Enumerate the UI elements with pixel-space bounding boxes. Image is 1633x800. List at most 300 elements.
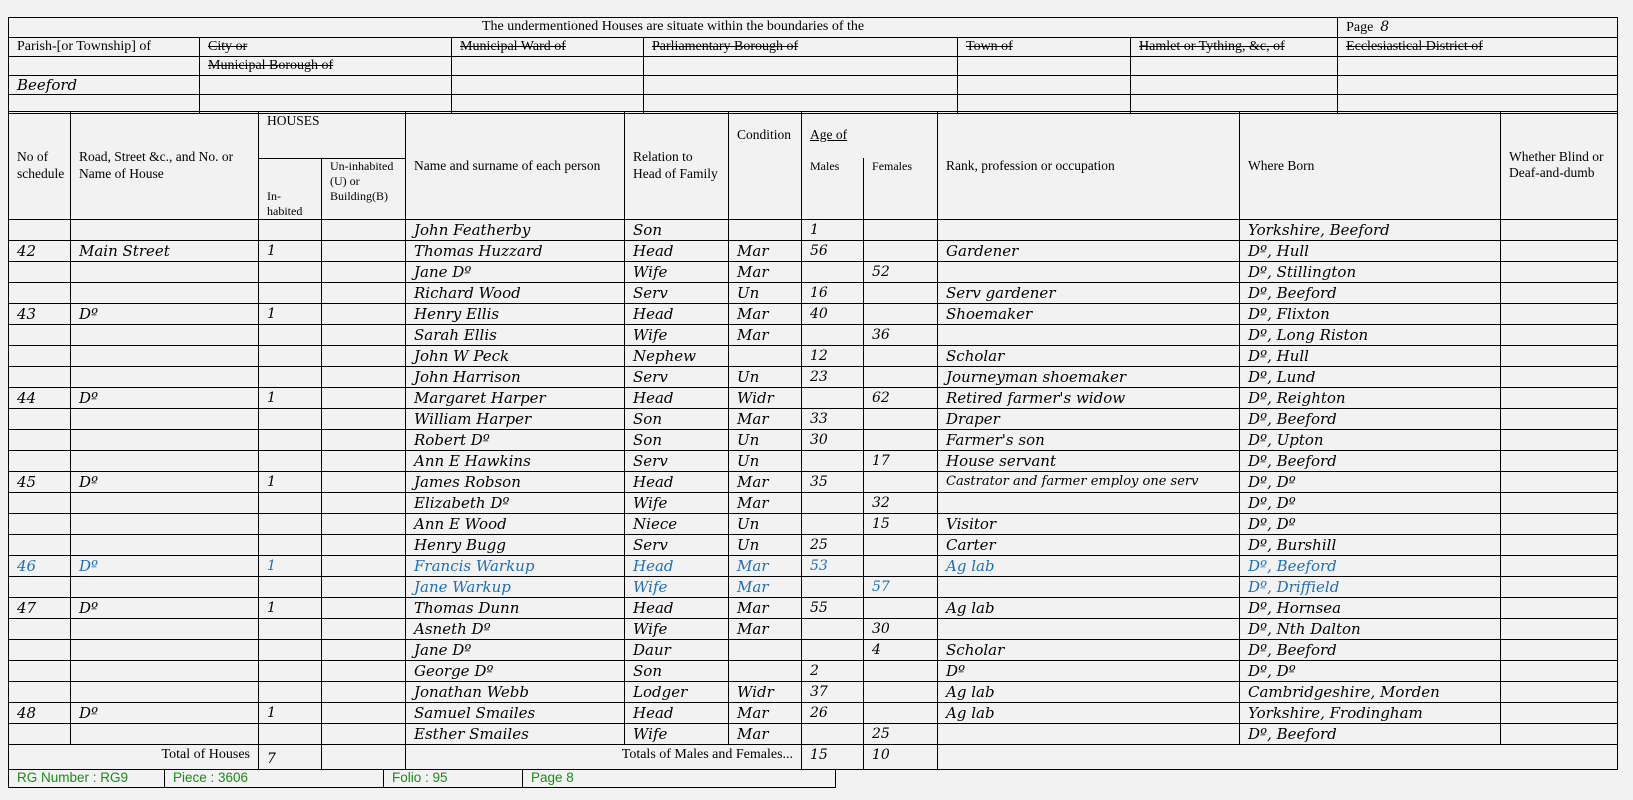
totals-row	[9, 744, 1618, 769]
parish-value: Beeford	[9, 76, 200, 95]
row-occupation: Ag lab	[938, 681, 1240, 702]
row-uninhabited	[322, 492, 406, 513]
row-inhabited: 1	[259, 471, 322, 492]
row-blind	[1501, 366, 1618, 387]
table-row	[9, 492, 1618, 513]
table-row	[9, 387, 1618, 408]
row-schedule	[9, 660, 71, 681]
row-schedule: 44	[9, 387, 71, 408]
municipal-borough-label: Municipal Borough of	[200, 57, 452, 76]
row-males	[802, 450, 864, 471]
table-row	[9, 366, 1618, 387]
row-where-born: Dº, Beeford	[1240, 723, 1501, 744]
row-females	[864, 681, 938, 702]
row-road	[71, 282, 259, 303]
row-road	[71, 345, 259, 366]
row-where-born: Dº, Beeford	[1240, 408, 1501, 429]
row-name: Francis Warkup	[406, 555, 625, 576]
row-inhabited	[259, 366, 322, 387]
row-males	[802, 387, 864, 408]
row-road	[71, 513, 259, 534]
row-inhabited	[259, 534, 322, 555]
hamlet-label: Hamlet or Tything, &c, of	[1131, 38, 1338, 57]
footer-page: Page 8	[531, 770, 574, 785]
row-road	[71, 681, 259, 702]
row-blind	[1501, 219, 1618, 240]
row-where-born: Dº, Stillington	[1240, 261, 1501, 282]
row-where-born: Dº, Reighton	[1240, 387, 1501, 408]
row-blind	[1501, 387, 1618, 408]
table-row	[9, 408, 1618, 429]
row-males: 30	[802, 429, 864, 450]
row-inhabited	[259, 513, 322, 534]
row-inhabited: 1	[259, 555, 322, 576]
table-row	[9, 303, 1618, 324]
row-uninhabited	[322, 240, 406, 261]
row-uninhabited	[322, 282, 406, 303]
row-name: Jonathan Webb	[406, 681, 625, 702]
age-of-label: Age of	[810, 127, 848, 142]
row-where-born: Dº, Beeford	[1240, 450, 1501, 471]
row-males: 35	[802, 471, 864, 492]
row-road	[71, 219, 259, 240]
col-road: Road, Street &c., and No. or Name of House	[71, 112, 259, 220]
row-condition: Un	[729, 450, 802, 471]
table-row	[9, 471, 1618, 492]
empty-cell	[452, 76, 644, 95]
table-row	[9, 702, 1618, 723]
row-inhabited	[259, 429, 322, 450]
row-condition: Un	[729, 282, 802, 303]
row-road	[71, 576, 259, 597]
row-inhabited	[259, 345, 322, 366]
row-schedule	[9, 219, 71, 240]
row-schedule: 46	[9, 555, 71, 576]
row-occupation: Farmer's son	[938, 429, 1240, 450]
row-males	[802, 513, 864, 534]
header-table	[8, 17, 1618, 114]
row-uninhabited	[322, 597, 406, 618]
row-relation: Serv	[625, 450, 729, 471]
row-males	[802, 261, 864, 282]
row-uninhabited	[322, 576, 406, 597]
row-blind	[1501, 534, 1618, 555]
row-occupation: Scholar	[938, 345, 1240, 366]
row-relation: Lodger	[625, 681, 729, 702]
totals-persons-label: Totals of Males and Females...	[406, 744, 802, 769]
row-females: 17	[864, 450, 938, 471]
col-males: Males	[802, 158, 864, 219]
row-females	[864, 702, 938, 723]
row-condition: Mar	[729, 702, 802, 723]
row-females	[864, 366, 938, 387]
row-road: Dº	[71, 555, 259, 576]
row-occupation: Ag lab	[938, 555, 1240, 576]
row-females: 30	[864, 618, 938, 639]
row-uninhabited	[322, 513, 406, 534]
table-row	[9, 555, 1618, 576]
row-males: 40	[802, 303, 864, 324]
row-inhabited	[259, 639, 322, 660]
folio-number: Folio : 95	[384, 769, 523, 787]
row-road	[71, 408, 259, 429]
row-males	[802, 576, 864, 597]
row-males: 25	[802, 534, 864, 555]
empty-cell	[322, 744, 406, 769]
row-where-born: Dº, Upton	[1240, 429, 1501, 450]
row-relation: Son	[625, 408, 729, 429]
row-uninhabited	[322, 702, 406, 723]
row-where-born: Dº, Burshill	[1240, 534, 1501, 555]
row-relation: Son	[625, 429, 729, 450]
row-females	[864, 240, 938, 261]
row-inhabited	[259, 219, 322, 240]
empty-cell	[958, 76, 1131, 95]
row-condition: Un	[729, 429, 802, 450]
row-name: Margaret Harper	[406, 387, 625, 408]
row-name: William Harper	[406, 408, 625, 429]
row-relation: Serv	[625, 366, 729, 387]
row-condition: Mar	[729, 261, 802, 282]
row-males: 26	[802, 702, 864, 723]
row-uninhabited	[322, 324, 406, 345]
row-uninhabited	[322, 681, 406, 702]
row-where-born: Dº, Nth Dalton	[1240, 618, 1501, 639]
row-road: Dº	[71, 303, 259, 324]
row-blind	[1501, 324, 1618, 345]
row-name: Asneth Dº	[406, 618, 625, 639]
row-relation: Head	[625, 555, 729, 576]
table-row	[9, 240, 1618, 261]
col-relation: Relation to Head of Family	[625, 112, 729, 220]
row-uninhabited	[322, 429, 406, 450]
row-where-born: Dº, Hull	[1240, 345, 1501, 366]
footer	[8, 769, 836, 788]
row-occupation: Scholar	[938, 639, 1240, 660]
row-males: 16	[802, 282, 864, 303]
row-name: Samuel Smailes	[406, 702, 625, 723]
row-condition: Mar	[729, 597, 802, 618]
empty-cell	[644, 57, 958, 76]
row-males	[802, 492, 864, 513]
row-blind	[1501, 702, 1618, 723]
row-road: Dº	[71, 387, 259, 408]
row-schedule	[9, 492, 71, 513]
total-houses-label: Total of Houses	[9, 744, 259, 769]
col-condition: Condition	[729, 112, 802, 220]
row-relation: Serv	[625, 282, 729, 303]
row-blind	[1501, 282, 1618, 303]
row-occupation	[938, 324, 1240, 345]
row-uninhabited	[322, 534, 406, 555]
row-name: John Harrison	[406, 366, 625, 387]
row-condition: Mar	[729, 576, 802, 597]
row-inhabited	[259, 660, 322, 681]
row-name: Ann E Wood	[406, 513, 625, 534]
row-males: 56	[802, 240, 864, 261]
row-road	[71, 450, 259, 471]
rg-number: RG Number : RG9	[9, 769, 165, 787]
row-uninhabited	[322, 450, 406, 471]
row-name: Henry Bugg	[406, 534, 625, 555]
row-inhabited	[259, 723, 322, 744]
page-label: Page	[1346, 20, 1374, 35]
row-males: 37	[802, 681, 864, 702]
empty-cell	[1131, 76, 1338, 95]
row-males: 33	[802, 408, 864, 429]
row-name: Richard Wood	[406, 282, 625, 303]
row-occupation: House servant	[938, 450, 1240, 471]
empty-cell	[938, 744, 1618, 769]
row-schedule	[9, 681, 71, 702]
row-condition: Mar	[729, 471, 802, 492]
row-name: Henry Ellis	[406, 303, 625, 324]
row-condition: Un	[729, 513, 802, 534]
row-inhabited: 1	[259, 387, 322, 408]
row-name: Thomas Dunn	[406, 597, 625, 618]
row-uninhabited	[322, 555, 406, 576]
row-occupation	[938, 723, 1240, 744]
row-females	[864, 429, 938, 450]
row-females: 4	[864, 639, 938, 660]
row-relation: Son	[625, 219, 729, 240]
row-relation: Wife	[625, 618, 729, 639]
row-schedule: 43	[9, 303, 71, 324]
row-inhabited	[259, 261, 322, 282]
piece-number: Piece : 3606	[165, 769, 384, 787]
row-road: Dº	[71, 702, 259, 723]
row-condition	[729, 219, 802, 240]
row-relation: Wife	[625, 324, 729, 345]
col-age-of	[802, 112, 938, 159]
col-blind: Whether Blind or Deaf-and-dumb	[1501, 112, 1618, 220]
row-where-born: Dº, Lund	[1240, 366, 1501, 387]
table-row	[9, 576, 1618, 597]
table-row	[9, 450, 1618, 471]
table-row	[9, 513, 1618, 534]
row-road: Dº	[71, 597, 259, 618]
row-where-born: Dº, Dº	[1240, 492, 1501, 513]
row-relation: Head	[625, 471, 729, 492]
table-row	[9, 534, 1618, 555]
row-males	[802, 324, 864, 345]
row-relation: Head	[625, 240, 729, 261]
row-where-born: Yorkshire, Beeford	[1240, 219, 1501, 240]
row-females	[864, 408, 938, 429]
row-relation: Daur	[625, 639, 729, 660]
row-condition	[729, 660, 802, 681]
row-condition: Mar	[729, 723, 802, 744]
row-relation: Niece	[625, 513, 729, 534]
row-road: Main Street	[71, 240, 259, 261]
row-females	[864, 534, 938, 555]
row-blind	[1501, 723, 1618, 744]
ecclesiastical-label: Ecclesiastical District of	[1338, 38, 1618, 57]
row-males	[802, 723, 864, 744]
row-name: George Dº	[406, 660, 625, 681]
row-uninhabited	[322, 261, 406, 282]
row-inhabited	[259, 282, 322, 303]
row-condition: Mar	[729, 555, 802, 576]
row-name: Ann E Hawkins	[406, 450, 625, 471]
row-condition: Un	[729, 366, 802, 387]
parliamentary-borough-label: Parliamentary Borough of	[644, 38, 958, 57]
table-row	[9, 429, 1618, 450]
row-relation: Head	[625, 303, 729, 324]
row-occupation	[938, 618, 1240, 639]
row-schedule	[9, 261, 71, 282]
town-label: Town of	[958, 38, 1131, 57]
row-males: 23	[802, 366, 864, 387]
row-uninhabited	[322, 471, 406, 492]
row-blind	[1501, 492, 1618, 513]
row-schedule	[9, 513, 71, 534]
row-relation: Wife	[625, 261, 729, 282]
row-where-born: Dº, Hull	[1240, 240, 1501, 261]
table-row	[9, 324, 1618, 345]
row-schedule: 42	[9, 240, 71, 261]
row-name: Robert Dº	[406, 429, 625, 450]
row-where-born: Cambridgeshire, Morden	[1240, 681, 1501, 702]
row-relation: Wife	[625, 492, 729, 513]
row-name: Jane Dº	[406, 639, 625, 660]
row-inhabited	[259, 408, 322, 429]
row-where-born: Dº, Driffield	[1240, 576, 1501, 597]
parish-label: Parish-[or Township] of	[9, 38, 200, 57]
city-label: City or	[200, 38, 452, 57]
row-relation: Wife	[625, 723, 729, 744]
col-name: Name and surname of each person	[406, 112, 625, 220]
table-row	[9, 597, 1618, 618]
row-schedule	[9, 345, 71, 366]
col-females: Females	[864, 158, 938, 219]
table-row	[9, 618, 1618, 639]
row-name: Sarah Ellis	[406, 324, 625, 345]
row-where-born: Dº, Beeford	[1240, 555, 1501, 576]
col-uninhabited: Un-inhabited (U) or Building(B)	[322, 158, 406, 219]
table-row	[9, 681, 1618, 702]
row-blind	[1501, 555, 1618, 576]
row-occupation	[938, 261, 1240, 282]
row-relation: Head	[625, 597, 729, 618]
row-occupation: Castrator and farmer employ one serv	[938, 471, 1240, 492]
row-uninhabited	[322, 345, 406, 366]
row-inhabited	[259, 681, 322, 702]
row-blind	[1501, 345, 1618, 366]
row-uninhabited	[322, 387, 406, 408]
row-blind	[1501, 660, 1618, 681]
row-inhabited: 1	[259, 597, 322, 618]
row-females: 52	[864, 261, 938, 282]
row-uninhabited	[322, 723, 406, 744]
row-schedule	[9, 324, 71, 345]
row-road	[71, 366, 259, 387]
row-name: Elizabeth Dº	[406, 492, 625, 513]
row-road	[71, 429, 259, 450]
empty-cell	[452, 57, 644, 76]
table-row	[9, 660, 1618, 681]
row-name: Thomas Huzzard	[406, 240, 625, 261]
row-occupation: Gardener	[938, 240, 1240, 261]
row-condition: Widr	[729, 387, 802, 408]
row-relation: Wife	[625, 576, 729, 597]
row-where-born: Dº, Dº	[1240, 660, 1501, 681]
row-road	[71, 261, 259, 282]
row-blind	[1501, 618, 1618, 639]
row-blind	[1501, 597, 1618, 618]
row-males	[802, 639, 864, 660]
row-schedule	[9, 576, 71, 597]
row-blind	[1501, 576, 1618, 597]
col-schedule: No of schedule	[9, 112, 71, 220]
row-schedule	[9, 429, 71, 450]
row-where-born: Dº, Long Riston	[1240, 324, 1501, 345]
row-males	[802, 618, 864, 639]
row-condition	[729, 639, 802, 660]
row-condition	[729, 345, 802, 366]
row-road	[71, 660, 259, 681]
municipal-ward-label: Municipal Ward of	[452, 38, 644, 57]
row-schedule	[9, 366, 71, 387]
page-number: 8	[1380, 19, 1390, 35]
row-road	[71, 723, 259, 744]
row-where-born: Dº, Hornsea	[1240, 597, 1501, 618]
row-occupation	[938, 492, 1240, 513]
row-occupation	[938, 219, 1240, 240]
row-where-born: Dº, Flixton	[1240, 303, 1501, 324]
row-inhabited	[259, 324, 322, 345]
row-occupation: Ag lab	[938, 597, 1240, 618]
row-inhabited	[259, 576, 322, 597]
row-males: 55	[802, 597, 864, 618]
census-table	[8, 111, 1618, 770]
table-row	[9, 219, 1618, 240]
census-rows	[9, 219, 1618, 744]
row-blind	[1501, 639, 1618, 660]
row-condition: Mar	[729, 303, 802, 324]
row-inhabited	[259, 450, 322, 471]
row-condition: Mar	[729, 492, 802, 513]
row-uninhabited	[322, 366, 406, 387]
row-schedule	[9, 408, 71, 429]
row-females	[864, 471, 938, 492]
row-road	[71, 618, 259, 639]
row-relation: Head	[625, 387, 729, 408]
row-where-born: Dº, Dº	[1240, 471, 1501, 492]
row-males: 1	[802, 219, 864, 240]
empty-cell	[200, 76, 452, 95]
row-inhabited: 1	[259, 303, 322, 324]
row-females	[864, 219, 938, 240]
row-blind	[1501, 681, 1618, 702]
row-relation: Head	[625, 702, 729, 723]
row-occupation: Journeyman shoemaker	[938, 366, 1240, 387]
row-females	[864, 303, 938, 324]
row-occupation: Retired farmer's widow	[938, 387, 1240, 408]
row-name: Jane Dº	[406, 261, 625, 282]
row-uninhabited	[322, 408, 406, 429]
table-row	[9, 282, 1618, 303]
row-females: 36	[864, 324, 938, 345]
col-occupation: Rank, profession or occupation	[938, 112, 1240, 220]
row-inhabited	[259, 618, 322, 639]
row-where-born: Dº, Beeford	[1240, 639, 1501, 660]
row-road	[71, 639, 259, 660]
row-females	[864, 555, 938, 576]
row-blind	[1501, 450, 1618, 471]
row-blind	[1501, 471, 1618, 492]
row-blind	[1501, 429, 1618, 450]
